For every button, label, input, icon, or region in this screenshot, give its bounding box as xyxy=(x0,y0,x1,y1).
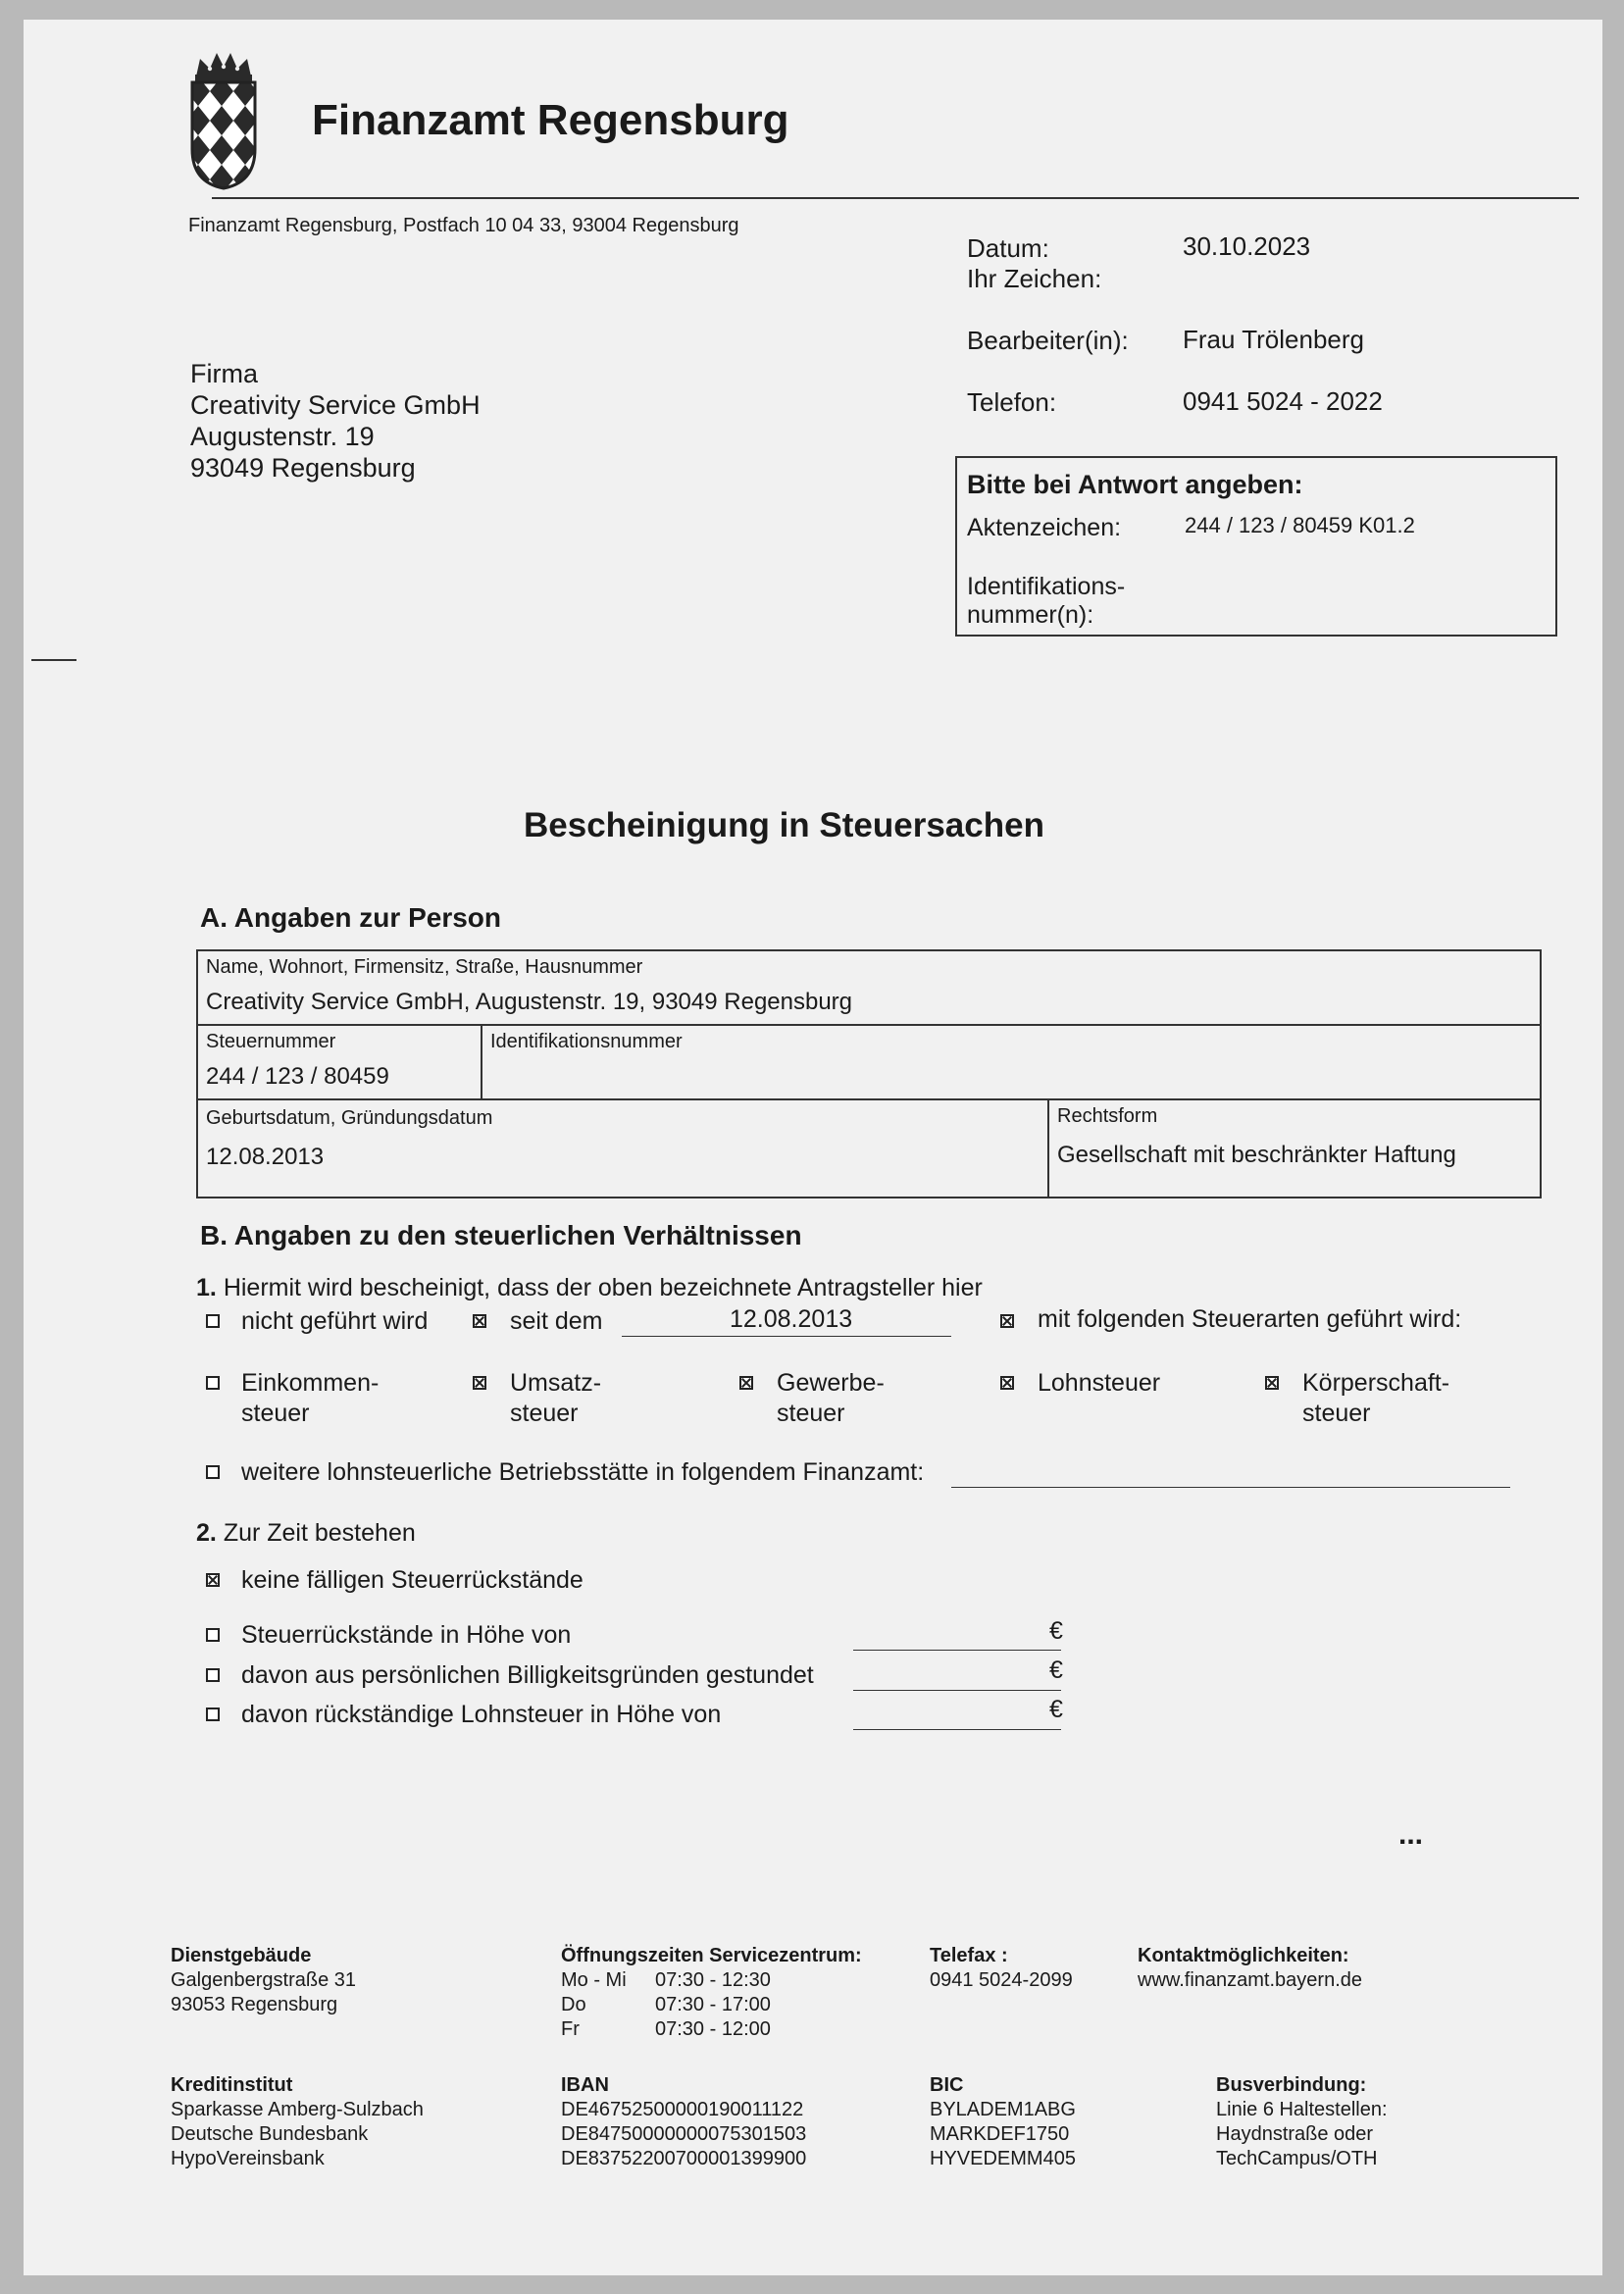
identifikationsnummer-cell-label: Identifikationsnummer xyxy=(490,1031,683,1052)
footer-line: Sparkasse Amberg-Sulzbach xyxy=(171,2099,424,2120)
ihr-zeichen-label: Ihr Zeichen: xyxy=(967,264,1102,293)
footer-heading: Öffnungszeiten Servicezentrum: xyxy=(561,1945,862,1966)
footer-heading: Telefax : xyxy=(930,1945,1008,1966)
name-label: Name, Wohnort, Firmensitz, Straße, Hausnummer xyxy=(206,956,643,978)
label-line: Körperschaft- xyxy=(1302,1369,1450,1397)
amount-underline xyxy=(853,1690,1061,1691)
footer-time: 07:30 - 12:30 xyxy=(655,1969,771,1991)
continuation-mark: ... xyxy=(1398,1818,1424,1851)
finanzamt-underline xyxy=(951,1487,1510,1488)
section-a-heading: A. Angaben zur Person xyxy=(200,902,502,933)
paragraph-text: Hiermit wird bescheinigt, dass der oben bezeichnete Antragsteller hier xyxy=(223,1274,983,1301)
bearbeiter-value: Frau Trölenberg xyxy=(1183,325,1364,354)
amount-underline xyxy=(853,1729,1061,1730)
ident-label-line: nummer(n): xyxy=(967,601,1094,629)
recipient-address xyxy=(190,358,481,484)
checkbox-steuerrueckstaende[interactable] xyxy=(206,1628,220,1642)
ident-label-line: Identifikations- xyxy=(967,573,1126,600)
footer-line: HYVEDEMM405 xyxy=(930,2148,1076,2169)
datum-value: 30.10.2023 xyxy=(1183,231,1311,261)
footer-line: Deutsche Bundesbank xyxy=(171,2123,369,2145)
footer-line: Linie 6 Haltestellen: xyxy=(1216,2099,1388,2120)
label-line: Gewerbe- xyxy=(777,1369,885,1397)
return-address: Finanzamt Regensburg, Postfach 10 04 33, 93004 Regensburg xyxy=(188,215,739,236)
footer-kontakt xyxy=(1138,1944,1362,1993)
checkbox-mit-steuerarten[interactable] xyxy=(1000,1314,1014,1328)
telefon-label: Telefon: xyxy=(967,387,1057,417)
footer-time: 07:30 - 12:00 xyxy=(655,2018,771,2040)
footer-line: DE83752200700001399900 xyxy=(561,2148,807,2169)
footer-heading: IBAN xyxy=(561,2074,609,2096)
telefon-value: 0941 5024 - 2022 xyxy=(1183,386,1383,416)
label-line: Einkommen- xyxy=(241,1369,380,1397)
checkbox-lohnsteuer[interactable] xyxy=(1000,1376,1014,1390)
paragraph-text: Zur Zeit bestehen xyxy=(223,1519,416,1547)
currency-symbol: € xyxy=(1049,1696,1063,1723)
gruendungsdatum-label: Geburtsdatum, Gründungsdatum xyxy=(206,1107,493,1129)
datum-label: Datum: xyxy=(967,233,1049,263)
footer-time: 07:30 - 17:00 xyxy=(655,1994,771,2015)
checkbox-weitere-betriebsstaette[interactable] xyxy=(206,1465,220,1479)
footer-line: HypoVereinsbank xyxy=(171,2148,325,2169)
reference-box-title: Bitte bei Antwort angeben: xyxy=(967,470,1303,499)
option-nicht-gefuehrt-label: nicht geführt wird xyxy=(241,1307,429,1335)
lohnsteuer-label: Lohnsteuer xyxy=(1038,1369,1161,1397)
paragraph-2 xyxy=(196,1518,416,1548)
footer-line: Galgenbergstraße 31 xyxy=(171,1969,357,1991)
name-cell xyxy=(198,951,1540,1026)
checkbox-nicht-gefuehrt[interactable] xyxy=(206,1314,220,1328)
option-seit-dem-label: seit dem xyxy=(510,1307,603,1335)
reference-box xyxy=(955,456,1557,637)
recipient-line: Augustenstr. 19 xyxy=(190,422,375,451)
footer-day: Do xyxy=(561,1994,586,2015)
footer-kreditinstitut xyxy=(171,2073,424,2171)
steuernummer-value: 244 / 123 / 80459 xyxy=(206,1063,389,1090)
gruendungsdatum-cell xyxy=(198,1100,1049,1197)
einkommensteuer-label xyxy=(241,1368,379,1429)
aktenzeichen-value: 244 / 123 / 80459 K01.2 xyxy=(1185,513,1415,537)
footer-line: 0941 5024-2099 xyxy=(930,1969,1073,1991)
office-name: Finanzamt Regensburg xyxy=(312,96,789,144)
footer-heading: Kontaktmöglichkeiten: xyxy=(1138,1945,1349,1966)
amount-underline xyxy=(853,1650,1061,1651)
identifikationsnummer-label xyxy=(967,573,1125,630)
steuernummer-label: Steuernummer xyxy=(206,1031,336,1052)
rechtsform-value: Gesellschaft mit beschränkter Haftung xyxy=(1057,1142,1456,1168)
footer-website-link[interactable]: www.finanzamt.bayern.de xyxy=(1138,1969,1363,1991)
bearbeiter-label: Bearbeiter(in): xyxy=(967,326,1129,355)
label-line: steuer xyxy=(510,1400,579,1427)
person-data-table xyxy=(196,949,1542,1198)
recipient-line: Creativity Service GmbH xyxy=(190,390,481,420)
rechtsform-label: Rechtsform xyxy=(1057,1105,1158,1127)
checkbox-keine-rueckstaende[interactable] xyxy=(206,1573,220,1587)
checkbox-seit-dem[interactable] xyxy=(473,1314,486,1328)
weitere-betriebsstaette-label: weitere lohnsteuerliche Betriebsstätte in folgendem Finanzamt: xyxy=(241,1458,925,1486)
footer-line: DE84750000000075301503 xyxy=(561,2123,807,2145)
footer-oeffnungszeiten xyxy=(561,1944,862,2042)
footer-heading: Dienstgebäude xyxy=(171,1945,312,1966)
paragraph-number: 1. xyxy=(196,1274,217,1301)
footer-line: Haydnstraße oder xyxy=(1216,2123,1374,2145)
currency-symbol: € xyxy=(1049,1617,1063,1645)
name-value: Creativity Service GmbH, Augustenstr. 19, 93049 Regensburg xyxy=(206,989,853,1015)
section-b-heading: B. Angaben zu den steuerlichen Verhältnissen xyxy=(200,1220,802,1250)
checkbox-gewerbesteuer[interactable] xyxy=(739,1376,753,1390)
gestundet-label: davon aus persönlichen Billigkeitsgründen gestundet xyxy=(241,1661,814,1689)
footer-line: TechCampus/OTH xyxy=(1216,2148,1378,2169)
steuerrueckstaende-label: Steuerrückstände in Höhe von xyxy=(241,1621,572,1649)
seit-dem-date: 12.08.2013 xyxy=(730,1305,853,1333)
aktenzeichen-label: Aktenzeichen: xyxy=(967,514,1122,541)
date-underline xyxy=(622,1336,951,1337)
bavarian-coat-of-arms-logo xyxy=(186,47,261,190)
checkbox-koerperschaftsteuer[interactable] xyxy=(1265,1376,1279,1390)
label-line: steuer xyxy=(241,1400,310,1427)
footer-heading: Kreditinstitut xyxy=(171,2074,293,2096)
footer-line: DE46752500000190011122 xyxy=(561,2099,804,2120)
rechtsform-cell xyxy=(1049,1100,1540,1197)
steuernummer-cell xyxy=(198,1026,482,1100)
footer-dienstgebaeude xyxy=(171,1944,356,2017)
gruendungsdatum-value: 12.08.2013 xyxy=(206,1144,325,1170)
keine-rueckstaende-label: keine fälligen Steuerrückstände xyxy=(241,1566,584,1594)
label-line: steuer xyxy=(777,1400,845,1427)
label-line: steuer xyxy=(1302,1400,1371,1427)
checkbox-umsatzsteuer[interactable] xyxy=(473,1376,486,1390)
footer-day: Mo - Mi xyxy=(561,1969,627,1991)
lohnsteuer-rueckstaendig-label: davon rückständige Lohnsteuer in Höhe von xyxy=(241,1701,722,1728)
checkbox-gestundet[interactable] xyxy=(206,1668,220,1682)
gewerbesteuer-label xyxy=(777,1368,885,1429)
footer-line: 93053 Regensburg xyxy=(171,1994,338,2015)
document-title: Bescheinigung in Steuersachen xyxy=(524,806,1044,844)
footer-heading: Busverbindung: xyxy=(1216,2074,1367,2096)
footer-line: BYLADEM1ABG xyxy=(930,2099,1076,2120)
option-mit-steuerarten-label: mit folgenden Steuerarten geführt wird: xyxy=(1038,1305,1462,1333)
footer-telefax xyxy=(930,1944,1073,1993)
footer-bic xyxy=(930,2073,1076,2171)
identifikationsnummer-cell xyxy=(482,1026,1540,1100)
footer-heading: BIC xyxy=(930,2074,964,2096)
recipient-line: 93049 Regensburg xyxy=(190,453,416,483)
checkbox-einkommensteuer[interactable] xyxy=(206,1376,220,1390)
koerperschaftsteuer-label xyxy=(1302,1368,1449,1429)
paragraph-1 xyxy=(196,1273,983,1302)
header-divider xyxy=(212,197,1579,199)
footer-iban xyxy=(561,2073,806,2171)
recipient-line: Firma xyxy=(190,359,258,388)
footer-busverbindung xyxy=(1216,2073,1388,2171)
paragraph-number: 2. xyxy=(196,1519,217,1547)
fold-mark xyxy=(31,659,76,661)
document-page xyxy=(24,20,1602,2275)
footer-day: Fr xyxy=(561,2018,580,2040)
currency-symbol: € xyxy=(1049,1657,1063,1684)
umsatzsteuer-label xyxy=(510,1368,601,1429)
label-line: Umsatz- xyxy=(510,1369,602,1397)
footer-line: MARKDEF1750 xyxy=(930,2123,1070,2145)
checkbox-lohnsteuer-rueckstaendig[interactable] xyxy=(206,1708,220,1721)
